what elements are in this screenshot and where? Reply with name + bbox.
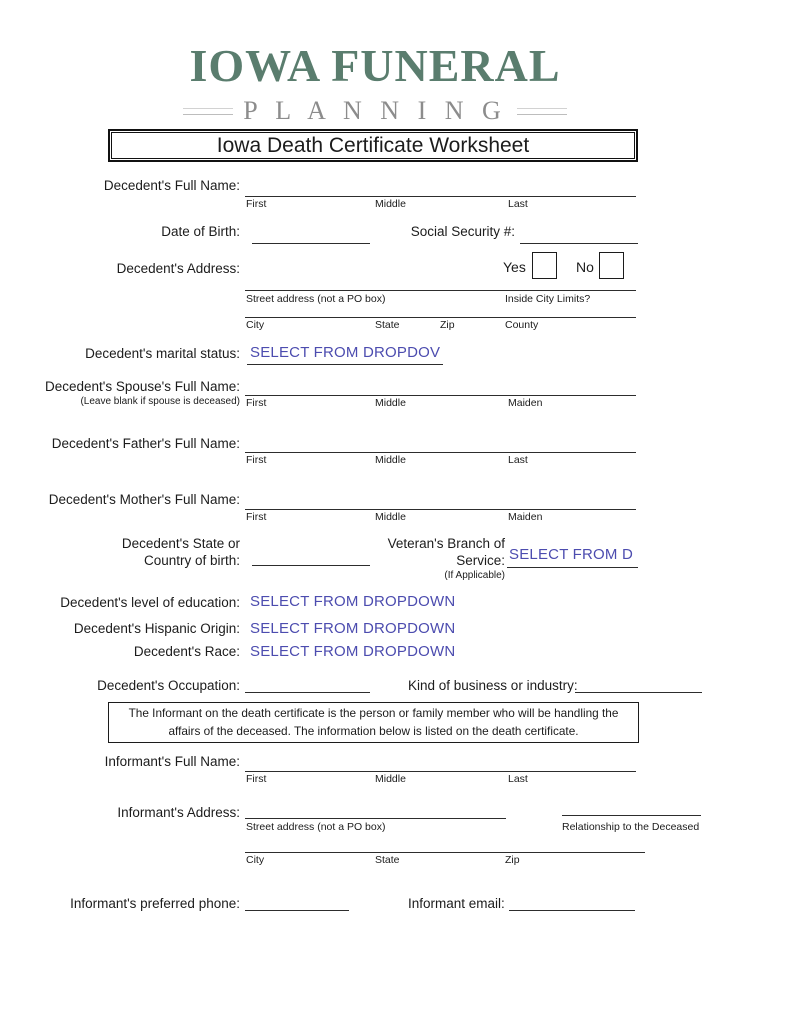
informant-city-row-line[interactable] xyxy=(245,852,645,853)
birth-state-line[interactable] xyxy=(252,565,370,566)
worksheet-title: Iowa Death Certificate Worksheet xyxy=(111,132,635,159)
date-of-birth-line[interactable] xyxy=(252,243,370,244)
informant-phone-line[interactable] xyxy=(245,910,349,911)
mother-maiden-sublabel: Maiden xyxy=(508,511,543,523)
city-limits-yes-checkbox[interactable] xyxy=(532,252,557,279)
industry-label: Kind of business or industry: xyxy=(408,678,578,693)
veteran-if-applicable-note: (If Applicable) xyxy=(444,570,505,581)
worksheet-title-box xyxy=(108,129,638,162)
decedent-city-sublabel: City xyxy=(246,319,265,331)
veteran-branch-dropdown[interactable]: SELECT FROM D xyxy=(509,546,634,563)
informant-phone-label: Informant's preferred phone: xyxy=(70,896,240,911)
informant-first-sublabel: First xyxy=(246,773,267,785)
decedent-name-first-sublabel: First xyxy=(246,198,267,210)
hispanic-origin-label: Decedent's Hispanic Origin: xyxy=(73,621,240,636)
informant-last-sublabel: Last xyxy=(508,773,528,785)
decedent-address-label: Decedent's Address: xyxy=(116,261,240,276)
decedent-state-sublabel: State xyxy=(375,319,400,331)
date-of-birth-label: Date of Birth: xyxy=(161,224,240,239)
informant-full-name-line[interactable] xyxy=(245,771,636,772)
occupation-label: Decedent's Occupation: xyxy=(97,678,240,693)
decedent-full-name-label: Decedent's Full Name: xyxy=(103,178,240,193)
decorative-rule-left xyxy=(183,108,233,115)
spouse-middle-sublabel: Middle xyxy=(375,397,406,409)
informant-zip-sublabel: Zip xyxy=(505,854,520,866)
spouse-name-label: Decedent's Spouse's Full Name: xyxy=(45,379,240,394)
brand-subtitle: P L A N N I N G xyxy=(243,96,507,125)
father-first-sublabel: First xyxy=(246,454,267,466)
decedent-name-last-sublabel: Last xyxy=(508,198,528,210)
spouse-maiden-sublabel: Maiden xyxy=(508,397,543,409)
veteran-branch-label-line1: Veteran's Branch of xyxy=(387,536,505,551)
education-dropdown[interactable]: SELECT FROM DROPDOWN xyxy=(250,593,456,610)
inside-city-limits-sublabel: Inside City Limits? xyxy=(505,293,591,305)
mother-middle-sublabel: Middle xyxy=(375,511,406,523)
marital-status-line xyxy=(247,364,443,365)
veteran-branch-line xyxy=(507,567,638,568)
brand-name: IOWA FUNERAL xyxy=(189,40,561,91)
education-label: Decedent's level of education: xyxy=(60,595,240,610)
spouse-first-sublabel: First xyxy=(246,397,267,409)
informant-note-box: The Informant on the death certificate is the person or family member who will be handling the affairs of the deceased. The information below is listed on the death certificate. xyxy=(108,702,639,743)
spouse-note: (Leave blank if spouse is deceased) xyxy=(80,396,240,407)
mother-first-sublabel: First xyxy=(246,511,267,523)
city-limits-yes-label: Yes xyxy=(503,259,526,275)
marital-status-dropdown[interactable]: SELECT FROM DROPDOV xyxy=(250,344,441,361)
ssn-line[interactable] xyxy=(520,243,638,244)
brand-subtitle-row xyxy=(0,96,750,126)
decedent-zip-sublabel: Zip xyxy=(440,319,455,331)
relationship-line[interactable] xyxy=(562,815,701,816)
informant-full-name-label: Informant's Full Name: xyxy=(104,754,240,769)
marital-status-label: Decedent's marital status: xyxy=(85,346,240,361)
birth-state-label-line1: Decedent's State or xyxy=(121,536,240,551)
decedent-city-row-line[interactable] xyxy=(245,317,636,318)
city-limits-no-label: No xyxy=(576,259,594,275)
decedent-full-name-line[interactable] xyxy=(245,196,636,197)
informant-street-line[interactable] xyxy=(245,818,506,819)
spouse-name-line[interactable] xyxy=(245,395,636,396)
veteran-branch-label-line2: Service: xyxy=(456,553,505,568)
decedent-name-middle-sublabel: Middle xyxy=(375,198,406,210)
race-dropdown[interactable]: SELECT FROM DROPDOWN xyxy=(250,643,456,660)
ssn-label: Social Security #: xyxy=(410,224,515,239)
informant-email-label: Informant email: xyxy=(408,896,505,911)
informant-email-line[interactable] xyxy=(509,910,635,911)
hispanic-origin-dropdown[interactable]: SELECT FROM DROPDOWN xyxy=(250,620,456,637)
mother-name-line[interactable] xyxy=(245,509,636,510)
birth-state-label-line2: Country of birth: xyxy=(143,553,240,568)
decorative-rule-right xyxy=(517,108,567,115)
father-middle-sublabel: Middle xyxy=(375,454,406,466)
decedent-street-sublabel: Street address (not a PO box) xyxy=(246,293,386,305)
informant-address-label: Informant's Address: xyxy=(117,805,240,820)
city-limits-no-checkbox[interactable] xyxy=(599,252,624,279)
informant-state-sublabel: State xyxy=(375,854,400,866)
decedent-address-line[interactable] xyxy=(245,290,636,291)
informant-street-sublabel: Street address (not a PO box) xyxy=(246,821,386,833)
father-name-line[interactable] xyxy=(245,452,636,453)
race-label: Decedent's Race: xyxy=(133,644,240,659)
father-last-sublabel: Last xyxy=(508,454,528,466)
informant-middle-sublabel: Middle xyxy=(375,773,406,785)
mother-name-label: Decedent's Mother's Full Name: xyxy=(48,492,240,507)
relationship-sublabel: Relationship to the Deceased xyxy=(562,821,700,833)
father-name-label: Decedent's Father's Full Name: xyxy=(51,436,240,451)
informant-city-sublabel: City xyxy=(246,854,265,866)
decedent-county-sublabel: County xyxy=(505,319,539,331)
occupation-line[interactable] xyxy=(245,692,370,693)
industry-line[interactable] xyxy=(575,692,702,693)
